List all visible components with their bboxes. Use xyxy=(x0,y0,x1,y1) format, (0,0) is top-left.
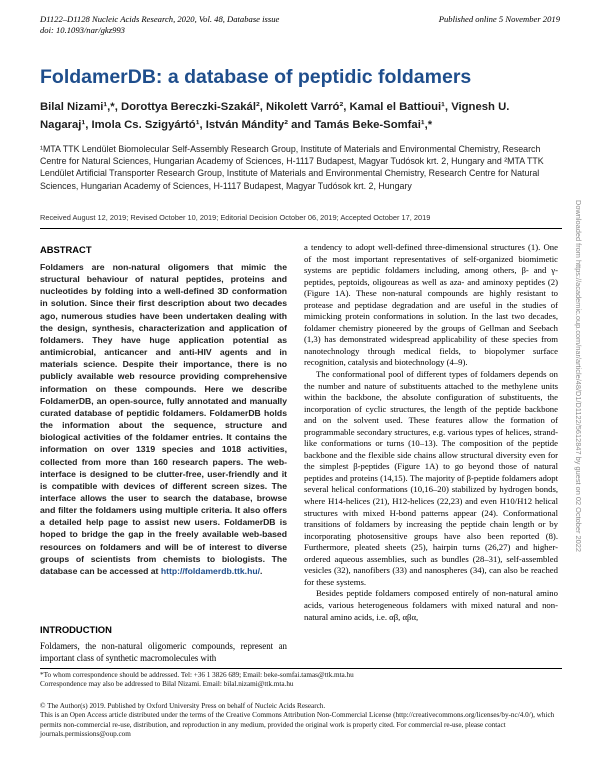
database-link[interactable]: http://foldamerdb.ttk.hu/ xyxy=(160,565,261,576)
abstract-heading: ABSTRACT xyxy=(40,244,92,255)
footnotes xyxy=(40,671,562,690)
download-sidebar xyxy=(573,200,585,640)
footnote-divider xyxy=(40,668,562,669)
copyright-line: © The Author(s) 2019. Published by Oxford University Press on behalf of Nucleic Acids Research. xyxy=(40,702,326,710)
abstract-text xyxy=(40,261,287,577)
correspondence-note: *To whom correspondence should be addressed. Tel: +36 1 3826 689; Email: beke-somfai.tamas@ttk.mta.hu xyxy=(40,671,354,679)
abstract-section xyxy=(40,244,287,577)
license-text: This is an Open Access article distributed under the terms of the Creative Commons Attribution Non-Commercial License (http://creativecommons.org/licenses/by-nc/4.0/), which permits non-commercial re-use, distribution, and reproduction in any medium, provided the original work is properly cited. For commercial re-use, please contact journals.permissions@oup.com xyxy=(40,711,555,738)
correspondence-note-2: Correspondence may also be addressed to Bilal Nizami. Email: bilal.nizami@ttk.mta.hu xyxy=(40,680,294,689)
abstract-body: Foldamers are non-natural oligomers that mimic the structural behaviour of natural peptides, proteins and nucleotides by folding into a well-defined 3D conformation in solution. Since their first description about two decades ago, numerous studies have been undertaken dealing with the design, synthesis, characterization and application of foldamers. They have huge application potential as antimicrobial, anticancer and anti-HIV agents and in materials science. Despite their importance, there is no publicly available web resource providing comprehensive information on these compounds. Here we describe FoldamerDB, an open-source, fully annotated and manually curated database of peptidic foldamers. FoldamerDB holds the information about the sequence, structure and biological activities of the foldamer entries. It contains the information on over 1319 species and 1018 activities, collected from more than 160 research papers. The web-interface is designed to be clutter-free, user-friendly and it is compatible with devices of different screen sizes. The interface allows the user to search the database, browse and filter the foldamers using multiple criteria. It also offers a detailed help page to assist new users. FoldamerDB is hoped to bridge the gap in the freely available web-based resources on foldamers and will be of interest to diverse groups of scientists from chemists to biologists. The database can be accessed at xyxy=(40,262,287,576)
doi[interactable]: doi: 10.1093/nar/gkz993 xyxy=(40,25,125,35)
paragraph-2: The conformational pool of different types of foldamers depends on the number and nature of substituents attached to the methylene units within the backbone, the absolute configuration of substituents, the incorporation of cyclic structures, the length of the peptide backbone and on the solvent used. These features allow the formation of programmable secondary structures, e.g. various types of helices, strand-like conformations or turns (10–13). The composition of the peptide backbone and the flexible side chains allow structural diversity even for the simplest β-peptides (Figure 1A) to go beyond those of natural peptides and proteins (14,15). The majority of β-peptide foldamers adopt several helical conformations (10,16–20) stabilized by hydrogen bonds, where H14-helices (21), H12-helices (22,23) and even H10/H12 helical structures with mixed H-bond patterns appear (24). Conformational transitions of foldamers by increasing the peptide chain length or by incorporating photosensitive groups have also been reported (8). Furthermore, pleated sheets (25), hairpin turns (26,27) and higher-ordered aqueous assemblies, such as bundles (28–31), self-assembled vesicles (32), nanofibers (33) and nanospheres (34), can also be reached for these systems. xyxy=(304,369,558,587)
published-date: Published online 5 November 2019 xyxy=(438,14,560,24)
header-divider xyxy=(40,228,562,229)
affiliations: ¹MTA TTK Lendület Biomolecular Self-Assembly Research Group, Institute of Materials and Environmental Chemistry, Research Centre for Natural Sciences, Hungarian Academy of Sciences, H-1117 Budapest, Magyar Tudósok krt. 2, Hungary and ²MTA TTK Lendület Artificial Transporter Research Group, Institute of Materials and Environmental Chemistry, Research Centre for Natural Sciences, Hungarian Academy of Sciences, H-1117 Budapest, Magyar Tudósok krt. 2, Hungary xyxy=(40,144,544,191)
received-dates: Received August 12, 2019; Revised October 10, 2019; Editorial Decision October 06, 2019; Accepted October 17, 2019 xyxy=(40,213,431,222)
paragraph-1: a tendency to adopt well-defined three-dimensional structures (1). One of the most important representatives of self-organized biomimetic systems are peptidic foldamers including, among others, β- and γ-peptides, peptoids, oligoureas as well as aza- and aminoxy peptides (2) (Figure 1A). These non-natural compounds are highly resistant to protease and peptidase degradation and are useful in the studies of mimicking protein conformations in solution. In the last two decades, foldamer chemistry pioneered by the groups of Gellman and Seebach (1,3) has demonstrated widespread applicability of these species from nanotechnology through medical fields, to biopolymer surface recognition, catalysis and biotechnology (4–9). xyxy=(304,242,558,368)
introduction-text: Foldamers, the non-natural oligomeric compounds, represent an important class of synthetic macromolecules with xyxy=(40,641,287,663)
paragraph-3: Besides peptide foldamers composed entirely of non-natural amino acids, various heterogeneous foldamers with mixed natural and non-natural amino acids, i.e. αβ, αβα, xyxy=(304,588,558,622)
journal-header xyxy=(40,14,279,36)
author-list: Bilal Nizami¹,*, Dorottya Bereczki-Szakál², Nikolett Varró², Kamal el Battioui¹, Vignesh U. Nagaraj¹, Imola Cs. Szigyártó¹, István Mándity² and Tamás Beke-Somfai¹,* xyxy=(40,101,510,131)
introduction-heading: INTRODUCTION xyxy=(40,624,112,635)
right-column xyxy=(304,242,558,623)
copyright-notice xyxy=(40,702,562,739)
abstract-end: . xyxy=(260,565,263,576)
download-note[interactable]: Downloaded from https://academic.oup.com/nar/article/48/D1/D1122/5612847 by guest on 02 October 2022 xyxy=(574,200,583,552)
article-title: FoldamerDB: a database of peptidic foldamers xyxy=(40,66,472,88)
journal-line: D1122–D1128 Nucleic Acids Research, 2020, Vol. 48, Database issue xyxy=(40,14,280,24)
